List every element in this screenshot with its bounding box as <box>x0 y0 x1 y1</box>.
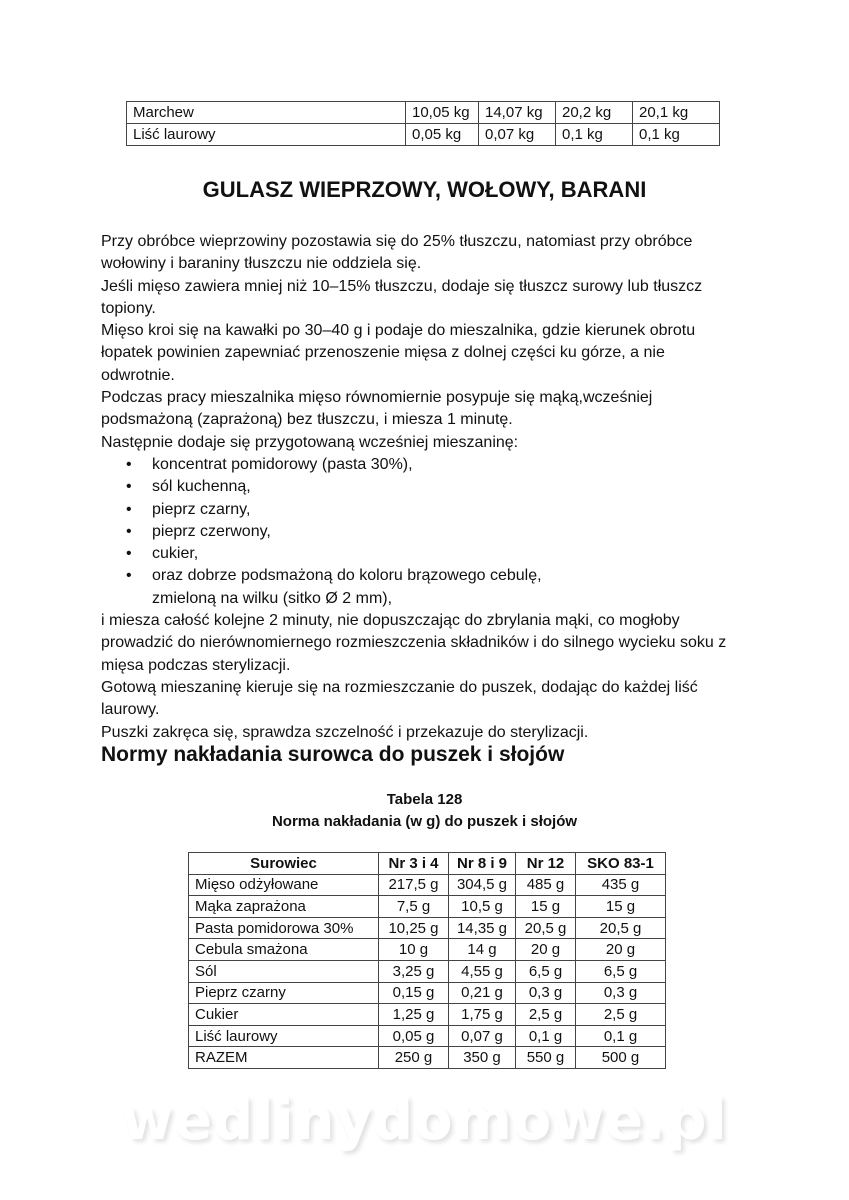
table-cell: Marchew <box>127 102 406 124</box>
table-subtitle: Norma nakładania (w g) do puszek i słojów <box>271 813 578 830</box>
text-line: odwrotnie. <box>101 366 175 384</box>
table-cell: 6,5 g <box>516 960 576 982</box>
text-line: Puszki zakręca się, sprawdza szczelność i przekazuje do sterylizacji. <box>101 723 589 741</box>
table-cell: Cebula smażona <box>189 939 379 961</box>
column-header: Nr 8 i 9 <box>449 853 516 875</box>
table-cell: Cukier <box>189 1004 379 1026</box>
bullet-icon: • <box>126 478 132 496</box>
table-cell: Pieprz czarny <box>189 982 379 1004</box>
table-cell: 217,5 g <box>379 874 449 896</box>
list-item <box>101 499 726 521</box>
table-cell: 0,1 kg <box>633 124 720 146</box>
table-cell: 7,5 g <box>379 896 449 918</box>
table-cell: 10,25 g <box>379 917 449 939</box>
table-cell: 15 g <box>516 896 576 918</box>
text-line: Mięso kroi się na kawałki po 30–40 g i podaje do mieszalnika, gdzie kierunek obrotu <box>101 322 696 340</box>
list-item-text: oraz dobrze podsmażoną do koloru brązowego cebulę, <box>152 567 542 585</box>
watermark: wedlinydomowe.pl <box>121 1088 728 1153</box>
table-cell: 0,3 g <box>576 982 666 1004</box>
table-row <box>189 1047 666 1069</box>
table-row <box>189 917 666 939</box>
table-row <box>189 982 666 1004</box>
table-cell: 500 g <box>576 1047 666 1069</box>
table-cell: 2,5 g <box>576 1004 666 1026</box>
bullet-icon: • <box>126 567 132 585</box>
table-cell: 485 g <box>516 874 576 896</box>
table-cell: Mięso odżyłowane <box>189 874 379 896</box>
table-cell: Mąka zaprażona <box>189 896 379 918</box>
table-cell: 304,5 g <box>449 874 516 896</box>
paragraph <box>101 320 726 387</box>
table-cell: 3,25 g <box>379 960 449 982</box>
column-header: SKO 83-1 <box>576 853 666 875</box>
bullet-icon: • <box>126 455 132 473</box>
table-cell: Liść laurowy <box>127 124 406 146</box>
list-item <box>101 521 726 543</box>
table-row <box>189 939 666 961</box>
table-cell: 0,1 g <box>576 1025 666 1047</box>
recipe-body <box>101 231 726 744</box>
list-item <box>101 476 726 498</box>
paragraph <box>101 610 726 677</box>
table-row <box>127 124 720 146</box>
list-item-text: koncentrat pomidorowy (pasta 30%), <box>152 455 413 473</box>
table-cell: 0,15 g <box>379 982 449 1004</box>
table-cell: 14 g <box>449 939 516 961</box>
list-item-text: pieprz czerwony, <box>152 522 271 540</box>
recipe-title: GULASZ WIEPRZOWY, WOŁOWY, BARANI <box>202 177 647 202</box>
text-line: Przy obróbce wieprzowiny pozostawia się do 25% tłuszczu, natomiast przy obróbce <box>101 233 693 250</box>
list-item-text: sól kuchenną, <box>152 478 251 496</box>
top-table <box>126 101 720 146</box>
table-row <box>189 1025 666 1047</box>
list-item <box>101 454 726 476</box>
table-cell: 0,07 g <box>449 1025 516 1047</box>
text-line: Podczas pracy mieszalnika mięso równomiernie posypuje się mąką,wcześniej <box>101 389 653 407</box>
column-header: Surowiec <box>189 853 379 875</box>
table-cell: 20,5 g <box>576 917 666 939</box>
table-row <box>189 896 666 918</box>
table-cell: 15 g <box>576 896 666 918</box>
bullet-icon: • <box>126 522 132 540</box>
list-item-text: pieprz czarny, <box>152 500 251 518</box>
paragraph <box>101 677 726 722</box>
list-item <box>101 565 726 587</box>
paragraph <box>101 722 726 744</box>
table-cell: 435 g <box>576 874 666 896</box>
bullet-icon: • <box>126 545 132 563</box>
text-line: mięsa podczas sterylizacji. <box>101 656 291 674</box>
table-cell: 1,25 g <box>379 1004 449 1026</box>
table-cell: 10,05 kg <box>406 102 479 124</box>
table-cell: 6,5 g <box>576 960 666 982</box>
column-header: Nr 3 i 4 <box>379 853 449 875</box>
text-line: Następnie dodaje się przygotowaną wcześniej mieszaninę: <box>101 433 519 451</box>
table-cell: RAZEM <box>189 1047 379 1069</box>
paragraph <box>101 276 726 321</box>
table-cell: 14,07 kg <box>479 102 556 124</box>
text-line: podsmażoną (zaprażoną) bez tłuszczu, i miesza 1 minutę. <box>101 411 513 429</box>
table-cell: 10,5 g <box>449 896 516 918</box>
list-item-text: cukier, <box>152 545 199 563</box>
table-cell: 1,75 g <box>449 1004 516 1026</box>
table-cell: 0,07 kg <box>479 124 556 146</box>
text-line: laurowy. <box>101 701 160 719</box>
list-item <box>101 543 726 565</box>
norm-table <box>188 852 666 1069</box>
table-cell: 550 g <box>516 1047 576 1069</box>
text-line: prowadzić do nierównomiernego rozmieszczenia składników i do silnego wycieku soku z <box>101 634 727 652</box>
table-cell: 20 g <box>516 939 576 961</box>
table-row <box>189 960 666 982</box>
table-cell: 2,5 g <box>516 1004 576 1026</box>
text-line: wołowiny i baraniny tłuszczu nie oddziela się. <box>101 255 422 273</box>
list-item-continuation: zmieloną na wilku (sitko Ø 2 mm), <box>152 589 393 607</box>
table-row <box>189 1004 666 1026</box>
table-cell: 250 g <box>379 1047 449 1069</box>
table-cell: 0,1 kg <box>556 124 633 146</box>
table-cell: 20,2 kg <box>556 102 633 124</box>
table-cell: Pasta pomidorowa 30% <box>189 917 379 939</box>
paragraph <box>101 231 726 276</box>
table-cell: 10 g <box>379 939 449 961</box>
table-cell: 0,1 g <box>516 1025 576 1047</box>
table-cell: 20,1 kg <box>633 102 720 124</box>
table-cell: 0,21 g <box>449 982 516 1004</box>
table-caption: Tabela 128 <box>386 791 463 808</box>
table-cell: 0,3 g <box>516 982 576 1004</box>
table-cell: 20 g <box>576 939 666 961</box>
table-cell: 20,5 g <box>516 917 576 939</box>
text-line: i miesza całość kolejne 2 minuty, nie dopuszczając do zbrylania mąki, co mogłoby <box>101 612 680 630</box>
text-line: Jeśli mięso zawiera mniej niż 10–15% tłuszczu, dodaje się tłuszcz surowy lub tłuszcz <box>101 277 703 295</box>
bullet-icon: • <box>126 500 132 518</box>
table-cell: 4,55 g <box>449 960 516 982</box>
table-row <box>127 102 720 124</box>
table-row <box>189 874 666 896</box>
section-heading: Normy nakładania surowca do puszek i słojów <box>101 743 565 766</box>
table-cell: 0,05 kg <box>406 124 479 146</box>
text-line: Gotową mieszaninę kieruje się na rozmieszczanie do puszek, dodając do każdej liść <box>101 678 698 696</box>
paragraph <box>101 432 726 454</box>
text-line: topiony. <box>101 299 156 317</box>
text-line: łopatek powinien zapewniać przenoszenie mięsa z dolnej części ku górze, a nie <box>101 344 665 362</box>
table-cell: 0,05 g <box>379 1025 449 1047</box>
column-header: Nr 12 <box>516 853 576 875</box>
paragraph <box>101 387 726 432</box>
table-cell: 14,35 g <box>449 917 516 939</box>
table-cell: 350 g <box>449 1047 516 1069</box>
table-cell: Sól <box>189 960 379 982</box>
table-cell: Liść laurowy <box>189 1025 379 1047</box>
